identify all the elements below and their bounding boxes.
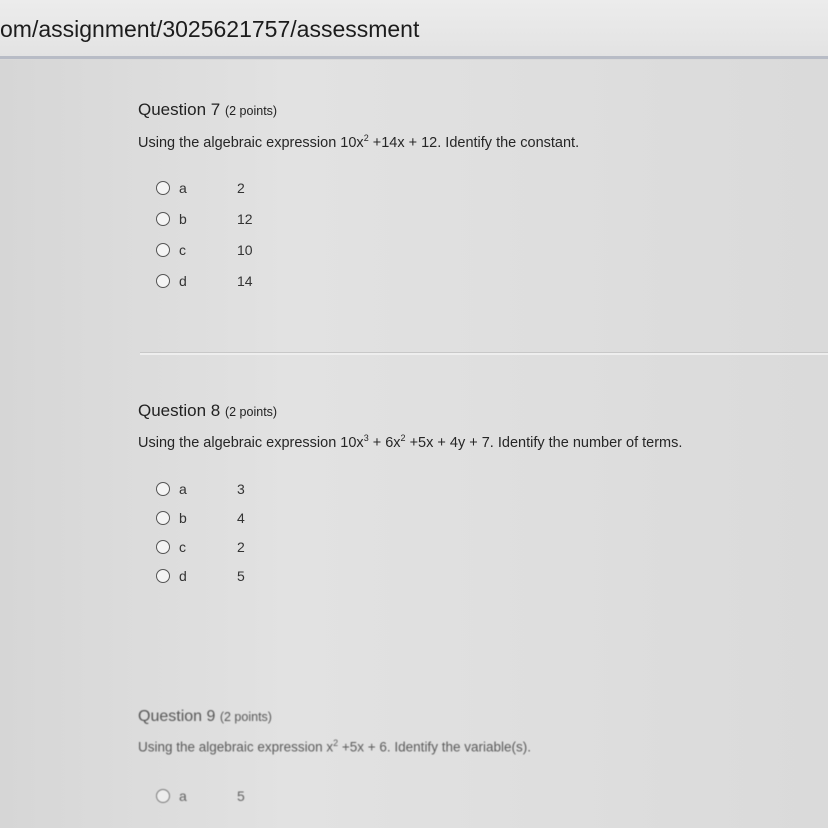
- option-letter: b: [179, 211, 187, 228]
- option-letter: a: [179, 180, 187, 197]
- question-9: [138, 708, 531, 812]
- option-value: 2: [237, 539, 245, 556]
- answer-option-a[interactable]: [156, 475, 682, 504]
- radio-button-b[interactable]: [156, 511, 170, 525]
- address-bar[interactable]: [0, 0, 828, 59]
- option-letter: a: [179, 481, 187, 498]
- answer-option-b[interactable]: [156, 504, 682, 533]
- option-value: 3: [237, 481, 245, 498]
- radio-button-c[interactable]: [156, 540, 170, 554]
- option-letter: d: [179, 568, 187, 585]
- question-divider: [140, 352, 828, 355]
- option-value: 5: [237, 788, 245, 804]
- question-points: (2 points): [224, 104, 278, 118]
- answer-option-a[interactable]: [156, 781, 531, 812]
- radio-button-d[interactable]: [156, 569, 170, 583]
- radio-button-a[interactable]: [156, 181, 170, 195]
- option-letter: a: [179, 788, 187, 804]
- option-value: 2: [237, 180, 245, 197]
- option-letter: d: [179, 273, 187, 290]
- question-points: (2 points): [219, 710, 272, 724]
- question-text: Using the algebraic expression $x^2 +5x + 6$. Identify the variable(s).: [138, 738, 531, 755]
- answer-option-d[interactable]: [156, 266, 579, 297]
- radio-button-b[interactable]: [156, 212, 170, 226]
- option-value: 12: [237, 211, 253, 228]
- question-number: Question 8: [138, 401, 221, 420]
- radio-button-a[interactable]: [156, 789, 170, 803]
- question-number: Question 7: [138, 100, 221, 119]
- answer-options: [156, 475, 682, 591]
- question-7: [138, 100, 579, 297]
- question-title: [138, 401, 682, 421]
- answer-option-d[interactable]: [156, 562, 682, 591]
- answer-option-c[interactable]: [156, 533, 682, 562]
- option-letter: c: [179, 539, 186, 556]
- address-url[interactable]: om/assignment/3025621757/assessment: [0, 16, 420, 42]
- answer-option-a[interactable]: [156, 173, 579, 204]
- radio-button-d[interactable]: [156, 274, 170, 288]
- option-value: 14: [237, 273, 253, 290]
- question-8: [138, 401, 682, 591]
- question-text: Using the algebraic expression $10x^3 + 6x^2 +5x + 4y + 7$. Identify the number of terms.: [138, 433, 683, 451]
- answer-options: [156, 781, 531, 812]
- radio-button-a[interactable]: [156, 482, 170, 496]
- option-value: 10: [237, 242, 253, 259]
- answer-options: [156, 173, 579, 297]
- question-text: Using the algebraic expression $10x^2 +14x + 12$. Identify the constant.: [138, 133, 580, 151]
- option-letter: b: [179, 510, 187, 527]
- answer-option-b[interactable]: [156, 204, 579, 235]
- radio-button-c[interactable]: [156, 243, 170, 257]
- option-value: 5: [237, 568, 245, 585]
- question-points: (2 points): [224, 405, 278, 419]
- option-value: 4: [237, 510, 245, 527]
- question-title: [138, 100, 579, 120]
- question-number: Question 9: [138, 708, 216, 725]
- answer-option-c[interactable]: [156, 235, 579, 266]
- question-title: [138, 708, 531, 726]
- option-letter: c: [179, 242, 186, 259]
